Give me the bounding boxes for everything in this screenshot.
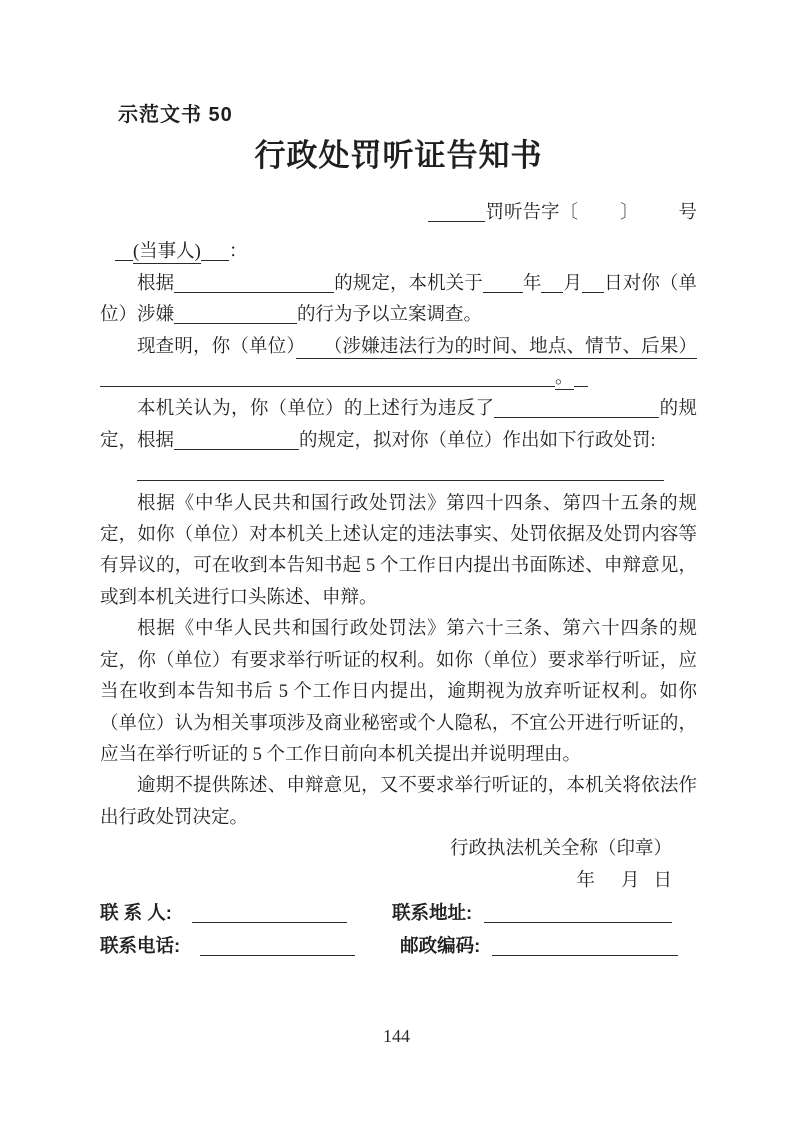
text-segment: 根据 — [137, 273, 175, 294]
document-body — [100, 237, 697, 963]
spacer — [639, 885, 653, 886]
findings-placeholder: （涉嫌违法行为的时间、地点、情节、后果） — [295, 336, 697, 357]
text-segment: 月 — [563, 273, 583, 294]
para-hearing-rights — [100, 614, 697, 771]
blank-penalty-basis — [174, 430, 299, 450]
party-placeholder: (当事人) — [133, 242, 201, 263]
findings-period: 。 — [555, 368, 574, 389]
blank-findings-tail — [574, 367, 588, 387]
text-segment: 的行为予以立案调查。 — [297, 305, 483, 326]
text-segment: 现查明，你（单位） — [137, 336, 296, 357]
contact-person-label: 联 系 人: — [100, 901, 172, 923]
blank-ref-year-gap — [578, 217, 620, 218]
ref-bracket-close: 〕 — [619, 203, 639, 223]
text-segment: 本机关认为，你（单位）的上述行为违反了 — [137, 399, 495, 420]
spacer — [472, 918, 484, 919]
spacer — [355, 951, 400, 952]
blank-penalty-content — [137, 461, 664, 481]
text-segment: 根据《中华人民共和国行政处罚法》第六十三条、第六十四条的规定，你（单位）有要求举行听证的权利。如你（单位）要求举行听证，应当在收到本告知书后 5 个工作日内提出，逾期视为放弃听证权利。如你（单位）认为相关事项涉及商业秘密或个人隐私，不宜公开进行听证的，应当在举行听证的 5 个工作日前向本机关提出并说明理由。 — [100, 619, 697, 765]
blank-month — [541, 273, 563, 293]
blank-suspected-act — [174, 304, 297, 324]
blank-violated-law — [494, 399, 659, 419]
blank-postal-code — [492, 937, 678, 957]
signature-date-line — [100, 866, 697, 897]
contact-phone-label: 联系电话: — [100, 935, 181, 957]
date-month: 月 — [620, 870, 640, 891]
para-case-basis — [100, 269, 697, 332]
salutation-line — [100, 237, 697, 268]
postal-code-label: 邮政编码: — [400, 935, 481, 957]
doc-label: 示范文书 50 — [118, 104, 233, 126]
blank-year — [483, 273, 523, 293]
reference-number-line — [100, 198, 697, 229]
blank-day — [582, 273, 604, 293]
blank-findings — [100, 367, 555, 387]
para-proposed-penalty — [100, 394, 697, 457]
para-statement-rights — [100, 489, 697, 615]
text-segment: 的规定，拟对你（单位）作出如下行政处罚: — [299, 430, 656, 451]
text-segment: 的规定，根据 — [100, 399, 697, 451]
ref-suffix: 号 — [678, 203, 697, 223]
spacer — [180, 951, 200, 952]
spacer — [595, 885, 621, 886]
para-default-clause — [100, 771, 697, 834]
para-findings — [100, 332, 697, 395]
page-title: 行政处罚听证告知书 — [254, 138, 543, 173]
contact-row-2 — [100, 930, 697, 963]
text-segment: 逾期不提供陈述、申辩意见，又不要求举行听证的，本机关将依法作出行政处罚决定。 — [100, 776, 697, 828]
contact-address-label: 联系地址: — [391, 901, 473, 923]
blank-party-lead — [115, 242, 133, 262]
agency-seal-line: 行政执法机关全称（印章） — [449, 839, 672, 860]
para-penalty-blank-line — [100, 457, 697, 488]
signature-agency-line — [100, 834, 697, 865]
contact-row-1 — [100, 897, 697, 930]
spacer — [172, 918, 192, 919]
text-segment: 日对你（单位）涉嫌 — [100, 273, 697, 326]
text-segment: 根据《中华人民共和国行政处罚法》第四十四条、第四十五条的规定，如你（单位）对本机关上述认定的违法事实、处罚依据及处罚内容等有异议的，可在收到本告知书起 5 个工作日内提出书面陈述、申辩意见，或到本机关进行口头陈述、申辩。 — [100, 493, 697, 608]
spacer — [100, 256, 115, 257]
page-number: 144 — [383, 1026, 410, 1046]
spacer — [480, 951, 492, 952]
blank-ref-prefix — [428, 202, 485, 222]
blank-ref-number-gap — [638, 217, 678, 218]
blank-contact-address — [484, 903, 672, 923]
blank-contact-person — [192, 903, 347, 923]
spacer — [347, 918, 392, 919]
text-segment: 年 — [522, 273, 542, 294]
date-day: 日 — [653, 870, 672, 891]
blank-party-tail — [201, 242, 229, 262]
text-segment: 的规定，本机关于 — [334, 273, 483, 294]
date-year: 年 — [576, 870, 595, 891]
salutation-colon: ： — [228, 242, 248, 263]
blank-legal-basis — [174, 273, 334, 293]
blank-contact-phone — [200, 937, 355, 957]
ref-text: 罚听告字〔 — [485, 203, 578, 223]
